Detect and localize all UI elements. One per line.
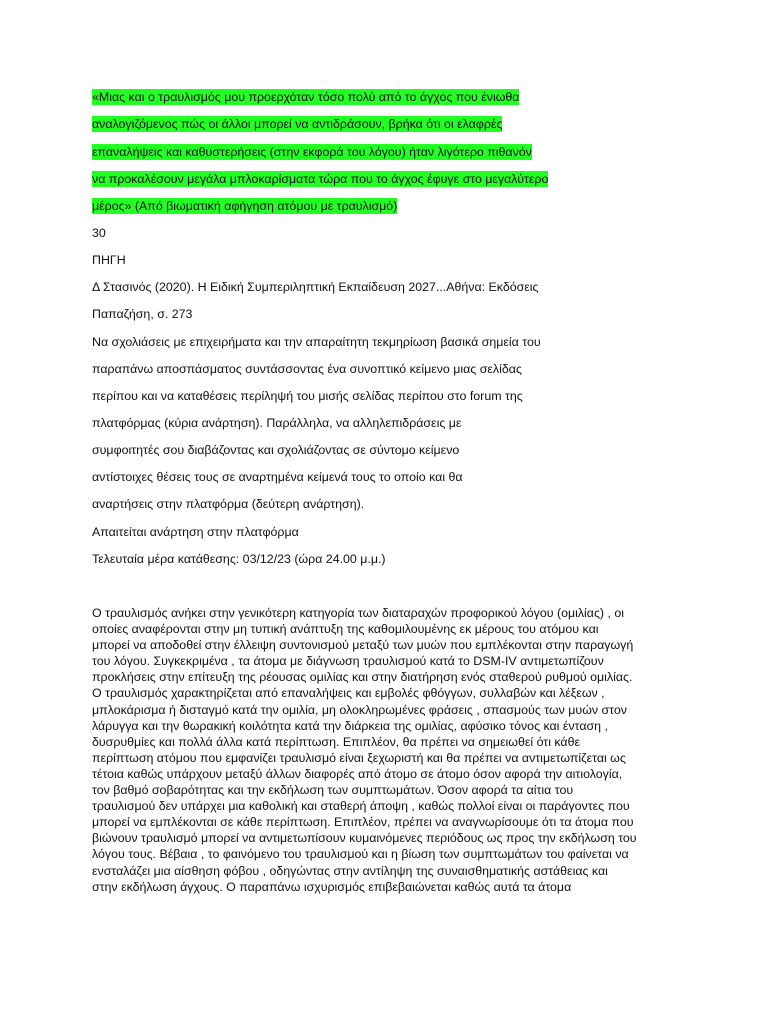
- essay-line: βιώνουν τραυλισμό μπορεί να αντιμετωπίσουν κυμαινόμενες περιόδους ως προς την εκδήλωση του: [92, 831, 637, 846]
- quote-line: [92, 143, 532, 161]
- highlight: «Μιας και ο τραυλισμός μου προερχόταν τόσο πολύ από το άγχος που ένιωθα: [92, 90, 520, 104]
- instruction-line: παραπάνω αποσπάσματος συντάσσοντας ένα συνοπτικό κείμενο μιας σελίδας: [92, 362, 522, 376]
- highlight: επαναλήψεις και καθυστερήσεις (στην εκφορά του λόγου) ήταν λιγότερο πιθανόν: [92, 145, 532, 159]
- citation-line: Δ Στασινός (2020). Η Ειδική Συμπεριληπτική Εκπαίδευση 2027...Αθήνα: Εκδόσεις: [92, 280, 539, 294]
- source-heading: ΠΗΓΗ: [92, 253, 126, 267]
- instruction-line: αναρτήσεις στην πλατφόρμα (δεύτερη ανάρτηση).: [92, 497, 365, 511]
- essay-line: τον βαθμό σοβαρότητας και την εκδήλωση των συμπτωμάτων. Όσον αφορά τα αίτια του: [92, 783, 574, 798]
- essay-line: οποίες αναφέρονται στην μη τυπική ανάπτυξη της καθομιλουμένης εκ μέρους του ατόμου και: [92, 622, 599, 637]
- requirement-text: Απαιτείται ανάρτηση στην πλατφόρμα: [92, 525, 299, 539]
- instruction-line: Να σχολιάσεις με επιχειρήματα και την απαραίτητη τεκμηρίωση βασικά σημεία του: [92, 335, 541, 349]
- essay-line: Ο τραυλισμός χαρακτηρίζεται από επαναλήψεις και εμβολές φθόγγων, συλλαβών και λέξεων ,: [92, 686, 605, 701]
- highlight: αναλογιζόμενος πώς οι άλλοι μπορεί να αντιδράσουν, βρήκα ότι οι ελαφρές: [92, 117, 503, 131]
- instruction-line: συμφοιτητές σου διαβάζοντας και σχολιάζοντας σε σύντομο κείμενο: [92, 443, 460, 457]
- essay-line: του λόγου. Συγκεκριμένα , τα άτομα με διάγνωση τραυλισμού κατά το DSM-IV αντιμετωπίζουν: [92, 654, 604, 669]
- essay-line: λάρυγγα και την θωρακική κοιλότητα κατά την διάρκεια της ομιλίας, αφύσικο τόνος και ένταση ,: [92, 718, 608, 733]
- essay-line: στην εκδήλωση άγχους. Ο παραπάνω ισχυρισμός επιβεβαιώνεται καθώς αυτά τα άτομα: [92, 879, 572, 894]
- quote-line: [92, 170, 548, 188]
- citation-line: Παπαζήση, σ. 273: [92, 307, 193, 321]
- instruction-line: αντίστοιχες θέσεις τους σε αναρτημένα κείμενά τους το οποίο και θα: [92, 470, 463, 484]
- highlight: να προκαλέσουν μεγάλα μπλοκαρίσματα τώρα που το άγχος έφυγε στο μεγαλύτερο: [92, 172, 549, 186]
- essay-line: δυσρυθμίες και πολλά άλλα κατά περίπτωση. Επιπλέον, θα πρέπει να σημειωθεί ότι κάθε: [92, 734, 581, 749]
- essay-paragraph: [92, 605, 684, 895]
- instruction-line: πλατφόρμας (κύρια ανάρτηση). Παράλληλα, να αλληλεπιδράσεις με: [92, 416, 462, 430]
- essay-line: τέτοια καθώς υπάρχουν μεταξύ άλλων διαφορές από άτομο σε άτομο όσον αφορά την αιτιολογία,: [92, 766, 623, 781]
- essay-line: τραυλισμού δεν υπάρχει μια καθολική και σταθερή άποψη , καθώς πολλοί είναι οι παράγοντες που: [92, 799, 630, 814]
- page-number: 30: [92, 226, 106, 240]
- essay-line: μπορεί να αποδοθεί στην έλλειψη συντονισμού μεταξύ των μυών που εμπλέκονται στην παραγωγή: [92, 638, 634, 653]
- essay-line: Ο τραυλισμός ανήκει στην γενικότερη κατηγορία των διαταραχών προφορικού λόγου (ομιλίας) , οι: [92, 606, 625, 620]
- essay-line: λόγου τους. Βέβαια , το φαινόμενο του τραυλισμού και η βίωση των συμπτωμάτων του φαίνεται να: [92, 847, 629, 862]
- essay-line: προκλήσεις στην επίτευξη της ρέουσας ομιλίας και στην διατήρηση ενός σταθερού ρυθμού ομιλίας.: [92, 670, 633, 685]
- quote-line: [92, 197, 397, 215]
- essay-line: μπορεί να εμπλέκονται σε κάθε περίπτωση. Επιπλέον, πρέπει να αναγνωρίσουμε ότι τα άτομα που: [92, 815, 634, 830]
- quote-line: [92, 88, 519, 106]
- instruction-line: περίπου και να καταθέσεις περίληψή του μισής σελίδας περίπου στο forum της: [92, 389, 523, 403]
- essay-line: ενσταλάζει μια αίσθηση φόβου , οδηγώντας στην αντίληψη της συναισθηματικής αστάθειας και: [92, 863, 608, 878]
- essay-line: περίπτωση ατόμου που εμφανίζει τραυλισμό είναι ξεχωριστή και θα πρέπει να αντιμετωπίζεται ως: [92, 750, 626, 765]
- quote-line: [92, 115, 502, 133]
- highlight: μέρος» (Από βιωματική αφήγηση ατόμου με τραυλισμό): [92, 199, 398, 213]
- essay-line: μπλοκάρισμα ή δισταγμό κατά την ομιλία, μη ολοκληρωμένες φράσεις , σπασμούς των μυών στον: [92, 702, 627, 717]
- deadline-text: Τελευταία μέρα κατάθεσης: 03/12/23 (ώρα 24.00 μ.μ.): [92, 552, 386, 566]
